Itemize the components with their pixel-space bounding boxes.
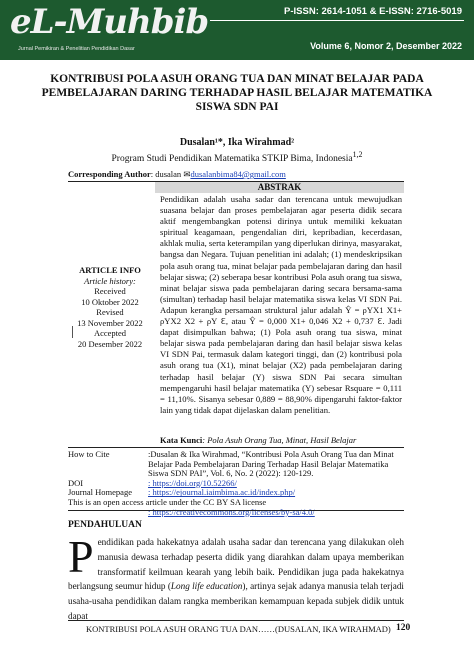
open-access-note: This is an open access article under the CC BY SA license — [68, 496, 267, 507]
accepted-date: 20 Desember 2022 — [77, 338, 143, 349]
info-text-cursor — [72, 326, 73, 338]
intro-text-part-2: ), artinya sejak adanya manusia telah terjadi usaha-usaha pendidikan dalam rangka memberikan kemampuan kepada subjek didik untuk dapat — [68, 581, 404, 621]
intro-text-italic: Long life education — [170, 581, 243, 592]
license-row — [68, 508, 408, 518]
revised-date: 13 November 2022 — [77, 317, 143, 328]
corresponding-author-name: : dusalan — [150, 169, 182, 179]
citation-block — [68, 450, 408, 517]
drop-cap: P — [68, 531, 94, 582]
accepted-label: Accepted — [93, 328, 127, 338]
citation-bottom-rule — [68, 510, 404, 511]
issn-line: P-ISSN: 2614-1051 & E-ISSN: 2716-5019 — [284, 6, 462, 17]
article-info — [68, 265, 152, 349]
volume-line: Volume 6, Nomor 2, Desember 2022 — [310, 41, 462, 51]
how-to-cite-label: How to Cite — [68, 449, 110, 459]
keywords-label: Kata Kunci — [160, 435, 203, 445]
abstract-bottom-rule — [68, 447, 404, 448]
journal-logo-text: eL-Muhbib — [10, 2, 209, 42]
article-authors: Dusalan¹*, Ika Wirahmad² — [179, 137, 295, 148]
header-divider — [210, 20, 464, 21]
footer-rule — [68, 620, 404, 621]
received-label: Received — [94, 286, 126, 296]
section-heading: PENDAHULUAN — [68, 520, 142, 530]
page-number: 120 — [396, 623, 411, 633]
doi-label: DOI — [68, 477, 84, 488]
article-title: KONTRIBUSI POLA ASUH ORANG TUA DAN MINAT BELAJAR PADA PEMBELAJARAN DARING TERHADAP HASIL BELAJAR MATEMATIKA SISWA SDN PAI — [41, 73, 433, 113]
email-icon: ✉ — [183, 169, 191, 179]
journal-logo — [10, 2, 210, 54]
affiliation-text: Program Studi Pendidikan Matematika STKIP Bima, Indonesia — [111, 154, 353, 165]
running-footer: KONTRIBUSI POLA ASUH ORANG TUA DAN……(DUSALAN, IKA WIRAHMAD) — [86, 624, 391, 634]
license-link[interactable]: : https://creativecommons.org/licenses/by-sa/4.0/ — [148, 506, 315, 517]
corresponding-author — [68, 169, 286, 180]
how-to-cite-text: :Dusalan & Ika Wirahmad, “Kontribusi Pola Asuh Orang Tua dan Minat Belajar Pada Pembelajaran Daring Terhadap Hasil Belajar Matematika Siswa SDN PAI”, Vol. 6, No. 2 (2022): 120-129. — [148, 449, 394, 479]
affiliation-superscript: 1,2 — [352, 150, 363, 159]
homepage-label: Journal Homepage — [68, 487, 132, 498]
article-history-label: Article history: — [84, 275, 136, 286]
doi-link[interactable]: : https://doi.org/10.52266/ — [148, 477, 237, 488]
author-affiliation — [0, 150, 474, 164]
received-date: 10 Oktober 2022 — [81, 296, 139, 307]
corresponding-author-label: Corresponding Author — [68, 169, 151, 179]
how-to-cite-row — [68, 450, 408, 479]
revised-label: Revised — [96, 307, 124, 317]
introduction-paragraph — [68, 531, 404, 624]
abstract-heading: ABSTRAK — [155, 182, 404, 193]
journal-logo-subtitle: Jurnal Pemikiran & Penelitian Pendidikan Dasar — [18, 46, 135, 52]
keywords-value: : Pola Asuh Orang Tua, Minat, Hasil Belajar — [202, 435, 357, 445]
keywords — [160, 435, 402, 445]
homepage-link[interactable]: : https://ejournal.iaimbima.ac.id/index.php/ — [148, 487, 296, 498]
corresponding-email-link[interactable]: dusalanbima84@gmail.com — [190, 169, 286, 179]
intro-text-part-1: endidikan pada hakekatnya adalah usaha sadar dan terencana yang dilakukan oleh manusia dewasa terhadap peserta didik yang diarahkan dalam upaya memberikan transformatif keilmuan kearah yang lebih baik. Pendidikan juga pada hakekatnya berlangsung seumur hidup ( — [68, 537, 404, 592]
abstract-text: Pendidikan adalah usaha sadar dan terencana untuk mewujudkan suasana belajar dan proses pembelajaran agar peserta didik secara aktif mengembangkan potensi dirinya untuk memiliki kekuatan spiritual keagamaan, pengendalian diri, kepribadian, kecerdasan, akhlak mulia, serta keterampilan yang diperlukan dirinya, masyarakat, bangsa dan Negara. Tujuan penelitian ini adalah; (1) mendeskripsikan pola asuh orang tua, minat belajar pada pembelajaran daring dan hasil belajar siswa; (2) seberapa besar kontribusi Pola asuh orang tua siswa, minat belajar siswa pada pembelajaran daring secara bersama-sama (simultan) terhadap hasil belajar matematika siswa kelas VI SDN Pai. Adapun kerangka persamaan struktural jalur adalah Ŷ = ρYX1 X1+ ρYX2 X2 + ρY ℇ, atau Ŷ = 0,000 X1+ 0,046 X2 + 0,737 ℇ. Jadi dapat disimpulkan bahwa; (1) Pola asuh orang tua siswa, minat belajar siswa pada pembelajaran daring dan hasil belajar siswa kelas VI SDN Pai, termasuk dalam kategori tinggi, dan (2) kontribusi pola asuh orang tua (X1), minat belajar (X2) pada pembelajaran daring terhadap hasil belajar (Y) siswa SDN Pai secara simultan mempengaruhi hasil belajar matematika (Y) sebesar Rsquare = 0,111 = 11,10%. Sisanya sebesar 0,889 = 88,90% dipengaruhi faktor-faktor lain yang tidak dapat dijelaskan dalam penelitian. — [160, 194, 402, 415]
article-info-heading: ARTICLE INFO — [79, 265, 141, 275]
journal-header-band — [0, 0, 474, 60]
